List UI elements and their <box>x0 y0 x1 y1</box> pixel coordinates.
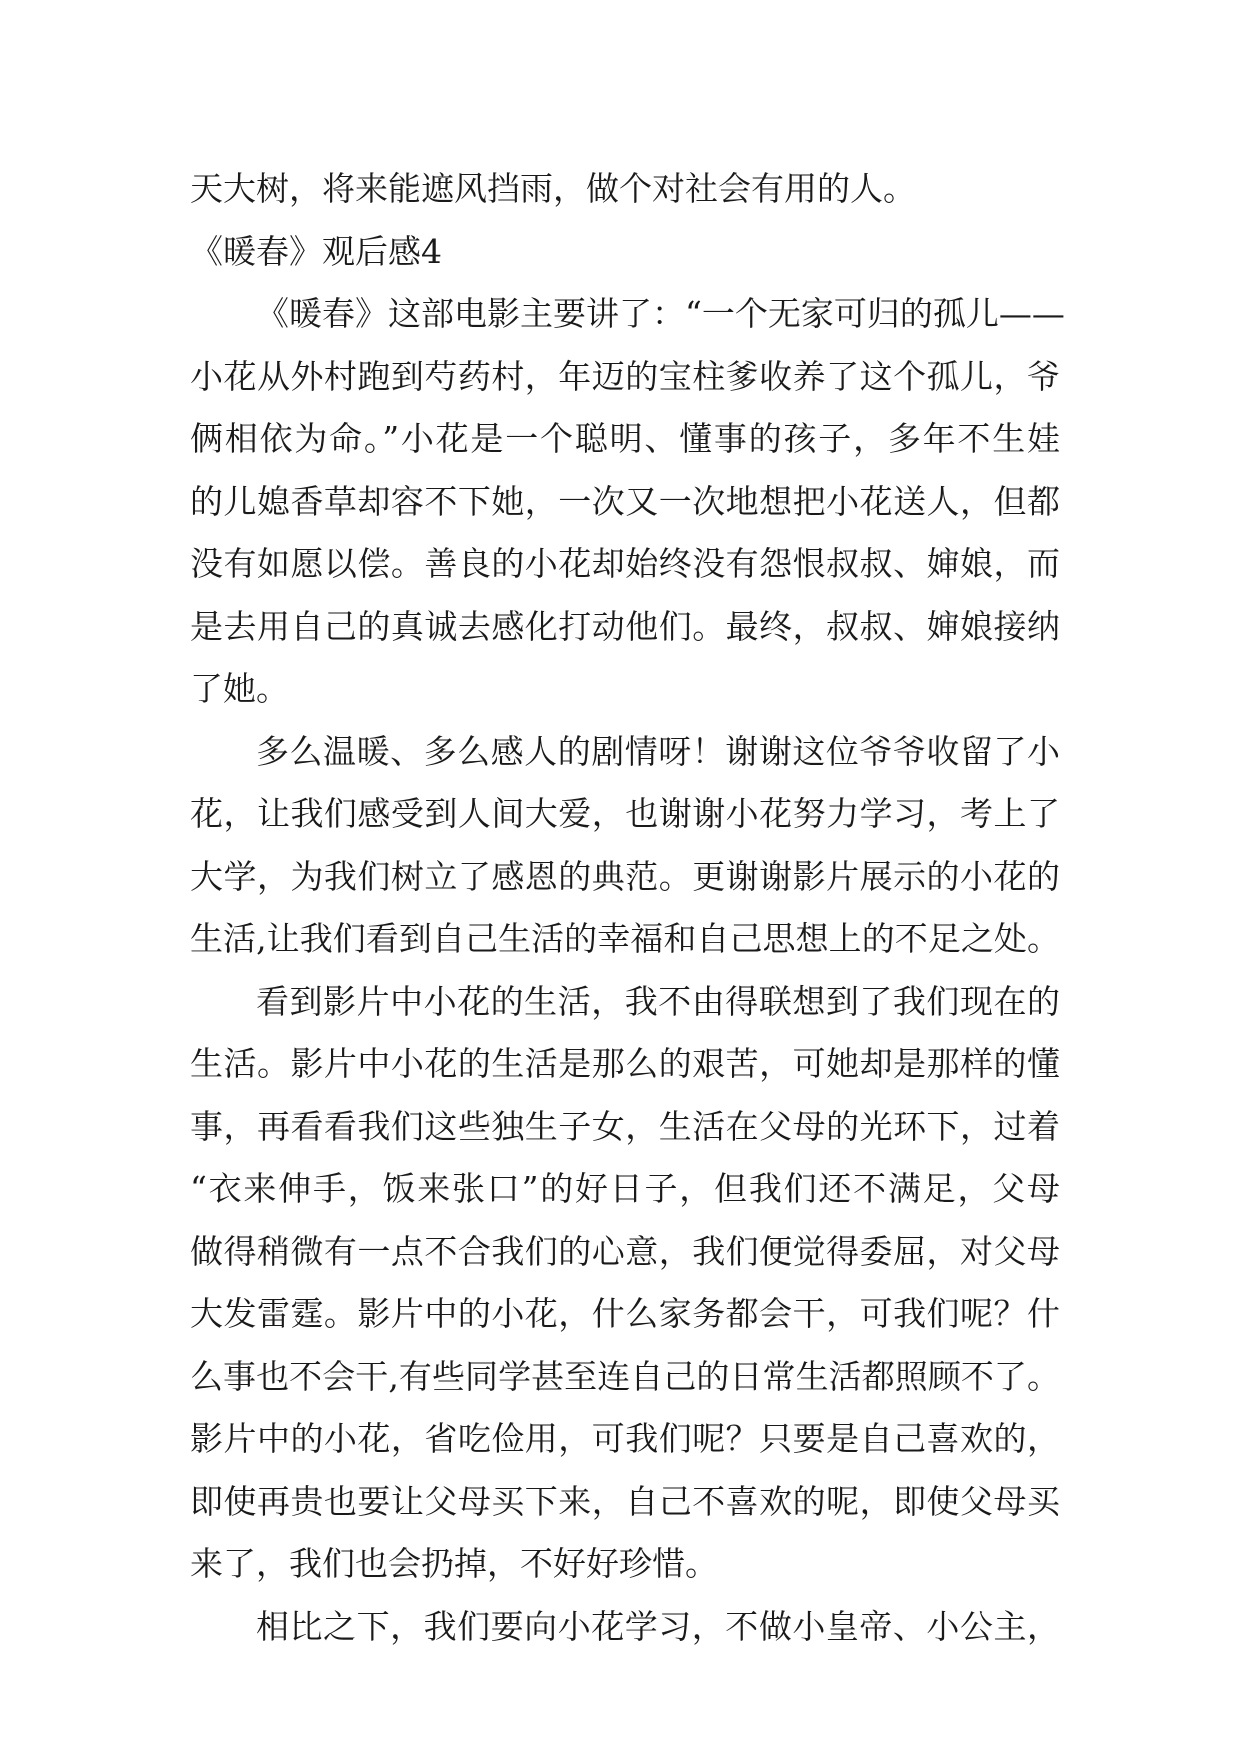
paragraph-1 <box>190 283 1065 721</box>
paragraph-3 <box>190 971 1060 1596</box>
text-line: 么事也不会干,有些同学甚至连自己的日常生活都照顾不了。 <box>190 1356 1060 1396</box>
text-line: 《暖春》这部电影主要讲了：“一个无家可归的孤儿—— <box>256 294 1065 333</box>
text-line: 来了，我们也会扔掉，不好好珍惜。 <box>190 1544 718 1583</box>
document-page <box>190 158 1065 1658</box>
continued-text-line: 天大树，将来能遮风挡雨，做个对社会有用的人。 <box>190 169 916 208</box>
text-line: 了她。 <box>190 669 289 708</box>
text-line: 影片中的小花，省吃俭用，可我们呢？只要是自己喜欢的， <box>190 1419 1060 1458</box>
text-line: 的儿媳香草却容不下她，一次又一次地想把小花送人，但都 <box>190 481 1060 521</box>
text-line: 多么温暖、多么感人的剧情呀！谢谢这位爷爷收留了小 <box>256 731 1060 771</box>
essay-title: 《暖春》观后感4 <box>190 231 442 271</box>
text-line: 没有如愿以偿。善良的小花却始终没有怨恨叔叔、婶娘，而 <box>190 544 1060 583</box>
text-line: 花，让我们感受到人间大爱，也谢谢小花努力学习，考上了 <box>190 794 1060 833</box>
text-line: 小花从外村跑到芍药村，年迈的宝柱爹收养了这个孤儿，爷 <box>190 356 1060 396</box>
text-line: 生活,让我们看到自己生活的幸福和自己思想上的不足之处。 <box>190 919 1060 958</box>
text-line: 做得稍微有一点不合我们的心意，我们便觉得委屈，对父母 <box>190 1231 1060 1271</box>
text-line: 事，再看看我们这些独生子女，生活在父母的光环下，过着 <box>190 1106 1060 1146</box>
text-line: “衣来伸手，饭来张口”的好日子，但我们还不满足，父母 <box>190 1169 1060 1208</box>
text-line: 是去用自己的真诚去感化打动他们。最终，叔叔、婶娘接纳 <box>190 606 1060 646</box>
paragraph-4 <box>190 1596 1060 1659</box>
text-line: 大发雷霆。影片中的小花，什么家务都会干，可我们呢？什 <box>190 1294 1060 1333</box>
text-line: 生活。影片中小花的生活是那么的艰苦，可她却是那样的懂 <box>190 1044 1060 1083</box>
text-line: 俩相依为命。”小花是一个聪明、懂事的孩子，多年不生娃 <box>190 419 1060 458</box>
text-line: 即使再贵也要让父母买下来，自己不喜欢的呢，即使父母买 <box>190 1481 1060 1521</box>
paragraph-2 <box>190 721 1060 971</box>
text-line: 相比之下，我们要向小花学习，不做小皇帝、小公主， <box>256 1606 1060 1646</box>
text-line: 看到影片中小花的生活，我不由得联想到了我们现在的 <box>256 981 1060 1021</box>
text-line: 大学，为我们树立了感恩的典范。更谢谢影片展示的小花的 <box>190 856 1060 896</box>
